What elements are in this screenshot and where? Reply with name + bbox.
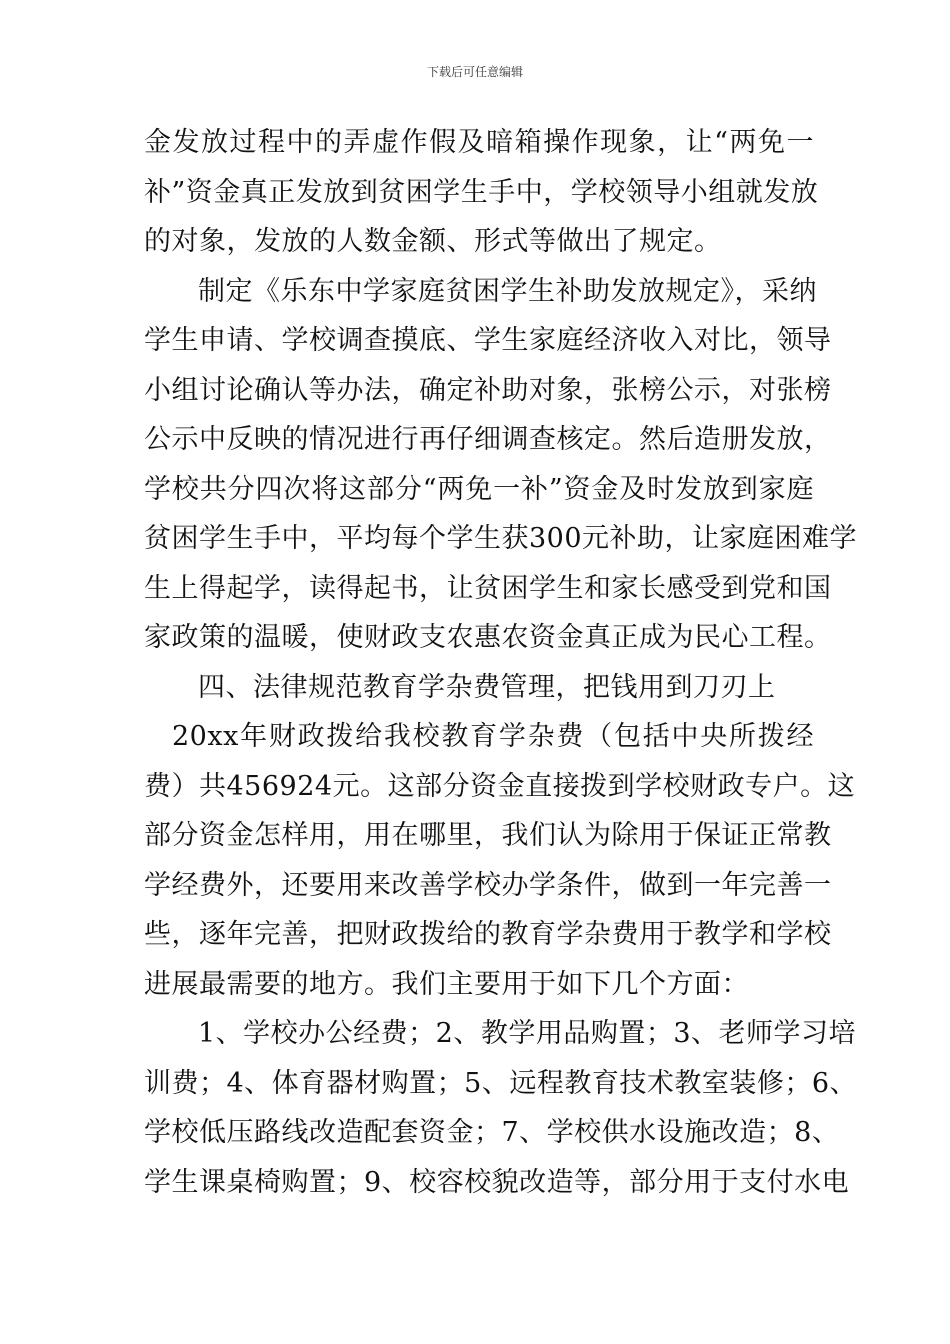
text-line: 20xx年财政拨给我校教育学杂费（包括中央所拨经: [172, 721, 814, 752]
text-line: 学生申请、学校调查摸底、学生家庭经济收入对比，领导: [144, 325, 832, 356]
section-heading: 四、法律规范教育学杂费管理，把钱用到刀刃上: [198, 671, 776, 703]
text-line: 费）共456924元。这部分资金直接拨到学校财政专户。这: [144, 770, 856, 802]
text-line: 家政策的温暖，使财政支农惠农资金真正成为民心工程。: [144, 622, 832, 653]
text-line: 制定《乐东中学家庭贫困学生补助发放规定》，采纳: [198, 275, 817, 307]
text-line: 贫困学生手中，平均每个学生获300元补助，让家庭困难学: [144, 523, 858, 554]
page-header: 下载后可任意编辑: [426, 65, 523, 79]
text-line: 训费；4、体育器材购置；5、远程教育技术教室装修；6、: [144, 1067, 858, 1099]
text-line: 部分资金怎样用，用在哪里，我们认为除用于保证正常教: [144, 820, 832, 851]
text-line: 学校低压路线改造配套资金；7、学校供水设施改造；8、: [144, 1117, 840, 1148]
text-line: 学校共分四次将这部分“两免一补”资金及时发放到家庭: [144, 473, 814, 505]
text-line: 金发放过程中的弄虚作假及暗箱操作现象，让“两免一: [144, 127, 814, 158]
text-line: 小组讨论确认等办法，确定补助对象，张榜公示，对张榜: [144, 374, 832, 406]
text-line: 进展最需要的地方。我们主要用于如下几个方面：: [144, 968, 749, 1000]
text-line: 公示中反映的情况进行再仔细调查核定。然后造册发放，: [144, 424, 832, 455]
document-body: [144, 118, 858, 1207]
text-line: 的对象，发放的人数金额、形式等做出了规定。: [144, 226, 722, 257]
text-line: 些，逐年完善，把财政拨给的教育学杂费用于教学和学校: [144, 919, 832, 950]
text-line: 生上得起学，读得起书，让贫困学生和家长感受到党和国: [144, 572, 832, 604]
text-line: 补”资金真正发放到贫困学生手中，学校领导小组就发放: [144, 176, 819, 208]
text-line: 学经费外，还要用来改善学校办学条件，做到一年完善一: [144, 869, 832, 901]
text-line: 学生课桌椅购置；9、校容校貌改造等，部分用于支付水电: [144, 1166, 850, 1198]
text-line: 1、学校办公经费；2、教学用品购置；3、老师学习培: [198, 1018, 857, 1049]
